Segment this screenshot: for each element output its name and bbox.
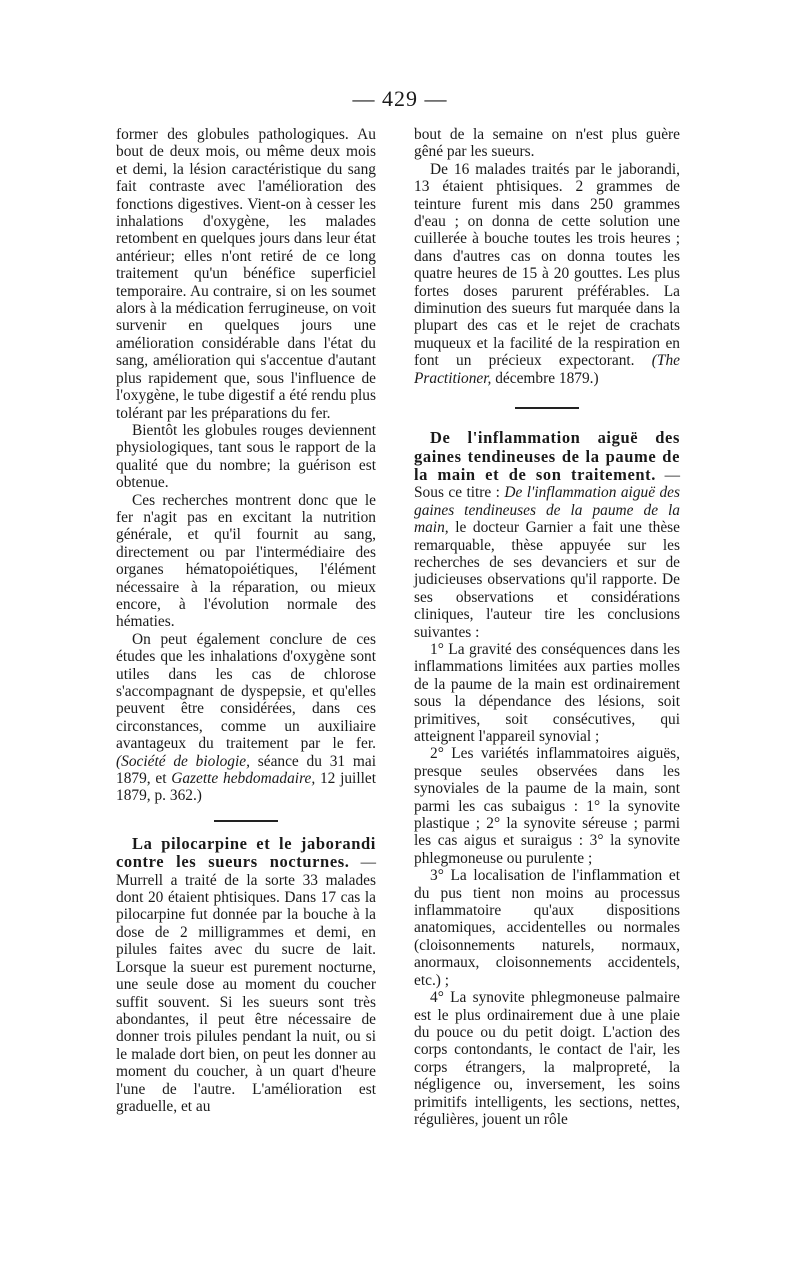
section-heading: La pilocarpine et le jaborandi contre les sueurs nocturnes. bbox=[116, 833, 376, 872]
conclusion-item: 4° La synovite phlegmoneuse palmaire est le plus ordinairement due à une plaie du pouce ou du petit doigt. L'action des corps contondants, le contact de l'air, les corps étrangers, la malpropreté, la négligence ou, inversement, les soins primitifs intelligents, les sections, nettes, régulières, jouent un rôle bbox=[414, 989, 680, 1128]
paragraph-text: — Murrell a traité de la sorte 33 malades dont 20 étaient phtisiques. Dans 17 cas la pilocarpine fut donnée par la bouche à la dose de 2 milligrammes et demi, en pilules faites avec du sucre de lait. Lorsque la sueur est purement nocturne, une seule dose au moment du coucher suffit souvent. Si les sueurs sont très abondantes, il peut être nécessaire de donner trois pilules pendant la nuit, ou si le malade dort bien, on peut les donner au moment du coucher, à un quart d'heure l'une de l'autre. L'amélioration est graduelle, et au bbox=[116, 854, 376, 1115]
citation-date: 12 juillet 1879, p. 362.) bbox=[116, 770, 376, 805]
paragraph-text: le docteur Garnier a fait une thèse remarquable, thèse appuyée sur les recherches de ses devanciers et sur de judicieuses observations qu'il rapporte. De ses observations et considérations cliniques, l'auteur tire les conclusions suivantes : bbox=[414, 519, 680, 641]
paragraph-text: — Sous ce titre : bbox=[414, 466, 680, 502]
paragraph: Bientôt les globules rouges deviennent physiologiques, tant sous le rapport de la qualité que du nombre; la guérison est obtenue. bbox=[116, 421, 376, 492]
citation-source: Gazette hebdomadaire, bbox=[171, 770, 316, 788]
paragraph: former des globules pathologiques. Au bout de deux mois, ou même deux mois et demi, la lésion caractéristique du sang fait contraste avec l'amélioration des fonctions digestives. Vient-on à cesser les inhalations d'oxygène, les malades retombent en quelques jours dans leur état antérieur; elles n'ont retiré de ce long traitement qu'un bénéfice superficiel temporaire. Au contraire, si on les soumet alors à la médication ferrugineuse, on voit survenir en quelques jours une amélioration considérable dans l'état du sang, amélioration qui s'accentue d'autant plus rapidement que, sous l'influence de l'oxygène, le tube digestif a été rendu plus tolérant par les préparations du fer. bbox=[116, 126, 376, 422]
citation-source: (Société de biologie, bbox=[116, 752, 250, 770]
right-column bbox=[414, 126, 680, 1128]
citation-source: (The Practitioner, bbox=[414, 352, 680, 387]
section-paragraph bbox=[414, 429, 680, 641]
paragraph: Ces recherches montrent donc que le fer n'agit pas en excitant la nutrition générale, et qu'il fournit au sang, directement ou par l'intermédiaire des organes hématopoiétiques, l'élément nécessaire à la réparation, ou mieux encore, à l'évolution normale des hématies. bbox=[116, 491, 376, 631]
section-paragraph bbox=[116, 835, 376, 1116]
paragraph bbox=[116, 631, 376, 805]
paragraph-text: On peut également conclure de ces études que les inhalations d'oxygène sont utiles dans les cas de chlorose s'accompagnant de dyspepsie, et qu'elles peuvent être considérées, dans ces circonstances, comme un auxiliaire avantageux du traitement par le fer. bbox=[116, 630, 376, 753]
section-heading: De l'inflammation aiguë des gaines tendineuses de la paume de la main et de son traitement. bbox=[414, 428, 680, 484]
citation-date: décembre 1879.) bbox=[495, 369, 599, 387]
paragraph bbox=[414, 161, 680, 387]
paragraph-text: De 16 malades traités par le jaborandi, 13 étaient phtisiques. 2 grammes de teinture furent mis dans 250 grammes d'eau ; on donna de cette solution une cuillerée à bouche toutes les trois heures ; dans d'autres cas on donna toutes les quatre heures de 15 à 20 gouttes. Les plus fortes doses parurent préférables. La diminution des sueurs fut marquée dans la plupart des cas et le rejet de crachats muqueux et la facilité de la respiration en font un précieux expectorant. bbox=[414, 160, 680, 370]
page-number: — 429 — bbox=[352, 86, 448, 111]
conclusion-item: 3° La localisation de l'inflammation et du pus tient non moins au processus inflammatoire qu'aux dispositions anatomiques, accidentelles ou normales (cloisonnements naturels, normaux, anormaux, cloisonnements accidentels, etc.) ; bbox=[414, 867, 680, 989]
paragraph: bout de la semaine on n'est plus guère gêné par les sueurs. bbox=[414, 126, 680, 161]
citation-date: séance du 31 mai 1879, et bbox=[116, 752, 376, 788]
thesis-title: De l'inflammation aiguë des gaines tendineuses de la paume de la main, bbox=[414, 484, 680, 537]
conclusion-item: 2° Les variétés inflammatoires aiguës, presque seules observées dans les synoviales de la paume de la main, sont parmi les cas subaigus : 1° la synovite plastique ; 2° la synovite séreuse ; parmi les cas aigus et suraigus : 3° la synovite phlegmoneuse ou purulente ; bbox=[414, 745, 680, 867]
conclusion-item: 1° La gravité des conséquences dans les inflammations limitées aux parties molles de la paume de la main est ordinairement sous la dépendance des lésions, soit primitives, soit consécutives, qui atteignent l'appareil synovial ; bbox=[414, 640, 680, 745]
section-divider bbox=[515, 407, 579, 409]
left-column bbox=[116, 126, 376, 1115]
section-divider bbox=[214, 820, 278, 822]
